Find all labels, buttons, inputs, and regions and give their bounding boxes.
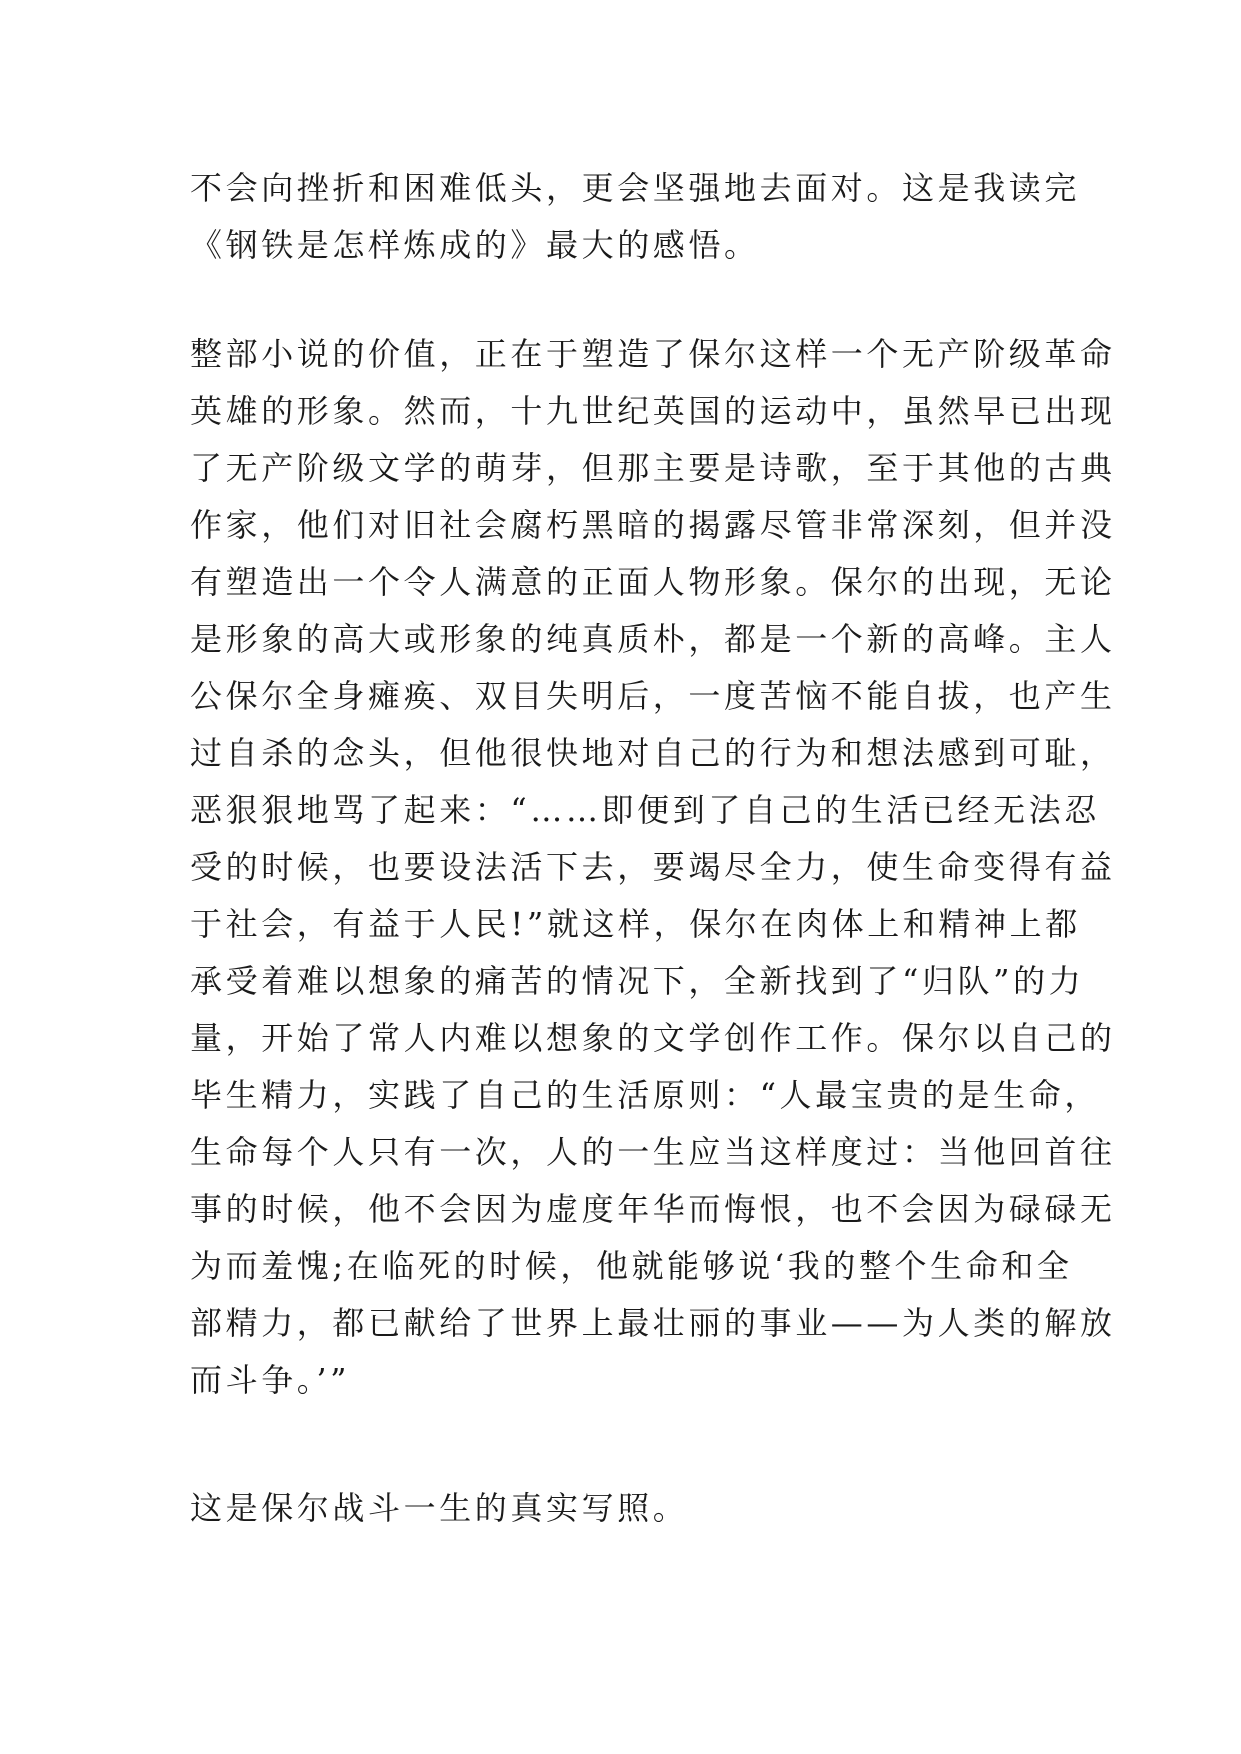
text-line: 受的时候，也要设法活下去，要竭尽全力，使生命变得有益 [190,848,1116,886]
text-line: 公保尔全身瘫痪、双目失明后，一度苦恼不能自拔，也产生 [190,677,1116,715]
paragraph-1 [190,160,1081,274]
text-line: 而斗争。’” [190,1361,351,1399]
text-line: 整部小说的价值，正在于塑造了保尔这样一个无产阶级革命 [190,335,1116,373]
paragraph-2 [190,326,1116,1409]
text-line: 为而羞愧;在临死的时候，他就能够说‘我的整个生命和全 [190,1247,1073,1285]
text-line: 不会向挫折和困难低头，更会坚强地去面对。这是我读完 [190,169,1081,207]
text-line: 恶狠狠地骂了起来：“……即便到了自己的生活已经无法忍 [190,791,1100,829]
text-line: 有塑造出一个令人满意的正面人物形象。保尔的出现，无论 [190,563,1116,601]
text-line: 部精力，都已献给了世界上最壮丽的事业——为人类的解放 [190,1304,1116,1342]
text-line: 英雄的形象。然而，十九世纪英国的运动中，虽然早已出现 [190,392,1116,430]
text-line: 《钢铁是怎样炼成的》最大的感悟。 [190,226,760,264]
text-line: 承受着难以想象的痛苦的情况下，全新找到了“归队”的力 [190,962,1085,1000]
text-line: 作家，他们对旧社会腐朽黑暗的揭露尽管非常深刻，但并没 [190,506,1116,544]
text-line: 事的时候，他不会因为虚度年华而悔恨，也不会因为碌碌无 [190,1190,1116,1228]
text-line: 是形象的高大或形象的纯真质朴，都是一个新的高峰。主人 [190,620,1116,658]
text-line: 毕生精力，实践了自己的生活原则：“人最宝贵的是生命， [190,1076,1100,1114]
text-line: 生命每个人只有一次，人的一生应当这样度过：当他回首往 [190,1133,1116,1171]
text-line: 了无产阶级文学的萌芽，但那主要是诗歌，至于其他的古典 [190,449,1116,487]
text-line: 这是保尔战斗一生的真实写照。 [190,1489,689,1527]
text-line: 于社会，有益于人民!”就这样，保尔在肉体上和精神上都 [190,905,1081,943]
text-line: 量，开始了常人内难以想象的文学创作工作。保尔以自己的 [190,1019,1116,1057]
paragraph-3 [190,1480,1060,1537]
text-line: 过自杀的念头，但他很快地对自己的行为和想法感到可耻， [190,734,1116,772]
